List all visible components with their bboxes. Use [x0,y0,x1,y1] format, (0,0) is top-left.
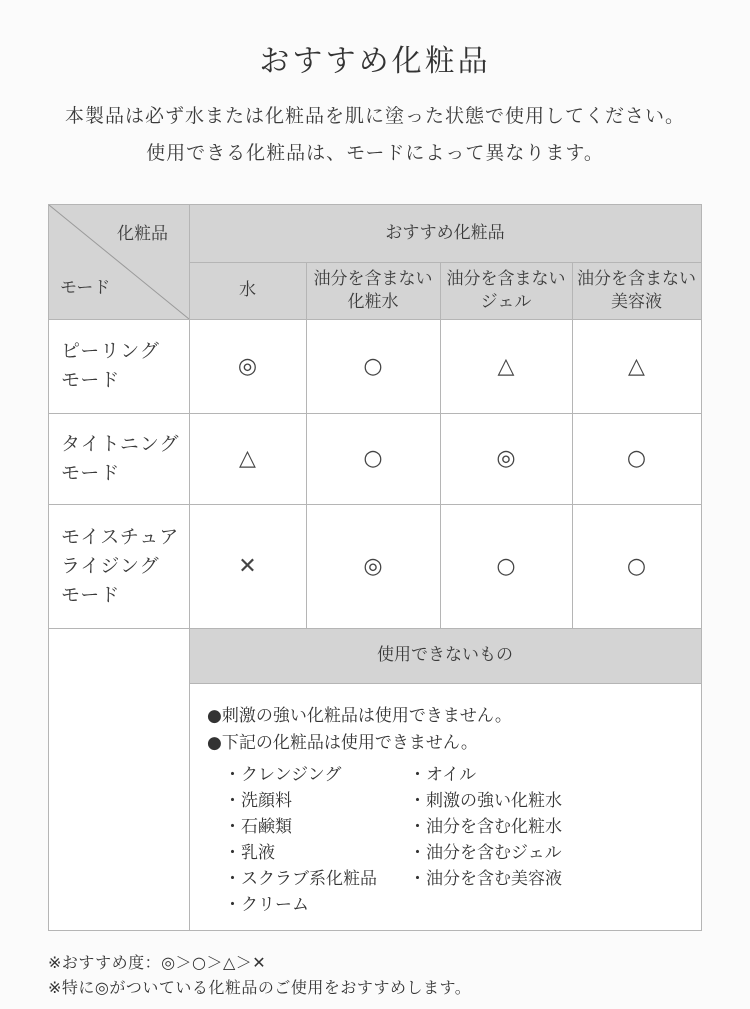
corner-label-mode: モード [60,278,111,298]
intro-line-2: 使用できる化粧品は、モードによって異なります。 [146,142,604,164]
mode-label: タイトニング [61,432,180,455]
recommendation-table [48,204,702,931]
grid-line [440,262,441,628]
rating-cell: ◎ [237,353,258,379]
list-item: ・クレンジング [224,765,342,785]
footnote-1: ※おすすめ度：◎＞○＞△＞✕ [48,953,267,972]
column-header-lotion [306,262,440,319]
footnote-2: ※特に◎がついている化粧品のご使用をおすすめします。 [48,978,472,997]
column-header-label: 化粧水 [347,291,399,312]
list-item: ・オイル [409,765,477,785]
mode-label: モード [61,369,121,391]
list-item: ・石鹸類 [224,817,292,837]
list-item: ・洗顔料 [224,791,292,811]
rating-cell: ○ [496,553,516,579]
grid-line [306,262,307,628]
list-item: ・スクラブ系化粧品 [224,869,377,889]
unusable-note-1: ●刺激の強い化粧品は使用できません。 [207,706,512,726]
grid-line [49,628,701,629]
mode-label: モイスチュア [61,525,180,548]
grid-line [189,683,701,684]
column-header-label: 油分を含まない [577,268,696,289]
column-header-label: 水 [239,280,256,301]
intro-line-1: 本製品は必ず水または化粧品を肌に塗った状態で使用してください。 [64,105,685,127]
column-header-label: 油分を含まない [313,268,433,289]
column-header-serum [572,262,701,319]
rating-cell: ○ [363,446,383,471]
column-header-gel [440,262,572,319]
mode-label: ライジング [61,554,160,577]
group-header-label: おすすめ化粧品 [385,223,505,244]
rating-cell: △ [239,446,256,471]
list-item: ・刺激の強い化粧水 [409,791,562,811]
column-header-label: 美容液 [611,291,662,312]
grid-line [189,205,190,930]
rating-cell: ○ [626,446,647,471]
mode-label: ピーリング [61,340,160,362]
group-header [189,205,701,262]
column-header-label: ジェル [480,291,532,312]
unusable-list-left [224,762,377,918]
rating-cell: ✕ [238,553,257,579]
unusable-header-label: 使用できないもの [377,645,513,666]
rating-cell: △ [628,353,645,379]
row-mode-tightening [49,413,189,504]
grid-line [49,319,701,320]
page-title: おすすめ化粧品 [259,44,491,79]
list-item: ・クリーム [224,895,309,915]
column-header-label: 油分を含まない [446,268,566,289]
rating-cell: ◎ [363,553,383,579]
unusable-header [189,628,701,683]
unusable-list-right [409,762,562,892]
row-mode-moisturizing [49,504,189,628]
rating-cell: ○ [626,553,647,579]
list-item: ・油分を含む美容液 [409,869,562,889]
corner-label-cosmetics: 化粧品 [117,224,168,244]
grid-line [189,262,701,263]
grid-line [572,262,573,628]
list-item: ・油分を含む化粧水 [409,817,562,837]
rating-cell: ◎ [496,446,516,471]
list-item: ・乳液 [224,843,275,863]
rating-cell: △ [497,353,515,379]
grid-line [49,504,701,505]
list-item: ・油分を含むジェル [409,843,562,863]
column-header-water [189,262,306,319]
row-mode-peeling [49,319,189,413]
mode-label: モード [61,583,121,606]
grid-line [49,413,701,414]
rating-cell: ○ [363,353,383,379]
mode-label: モード [61,461,121,484]
unusable-note-2: ●下記の化粧品は使用できません。 [207,733,478,753]
